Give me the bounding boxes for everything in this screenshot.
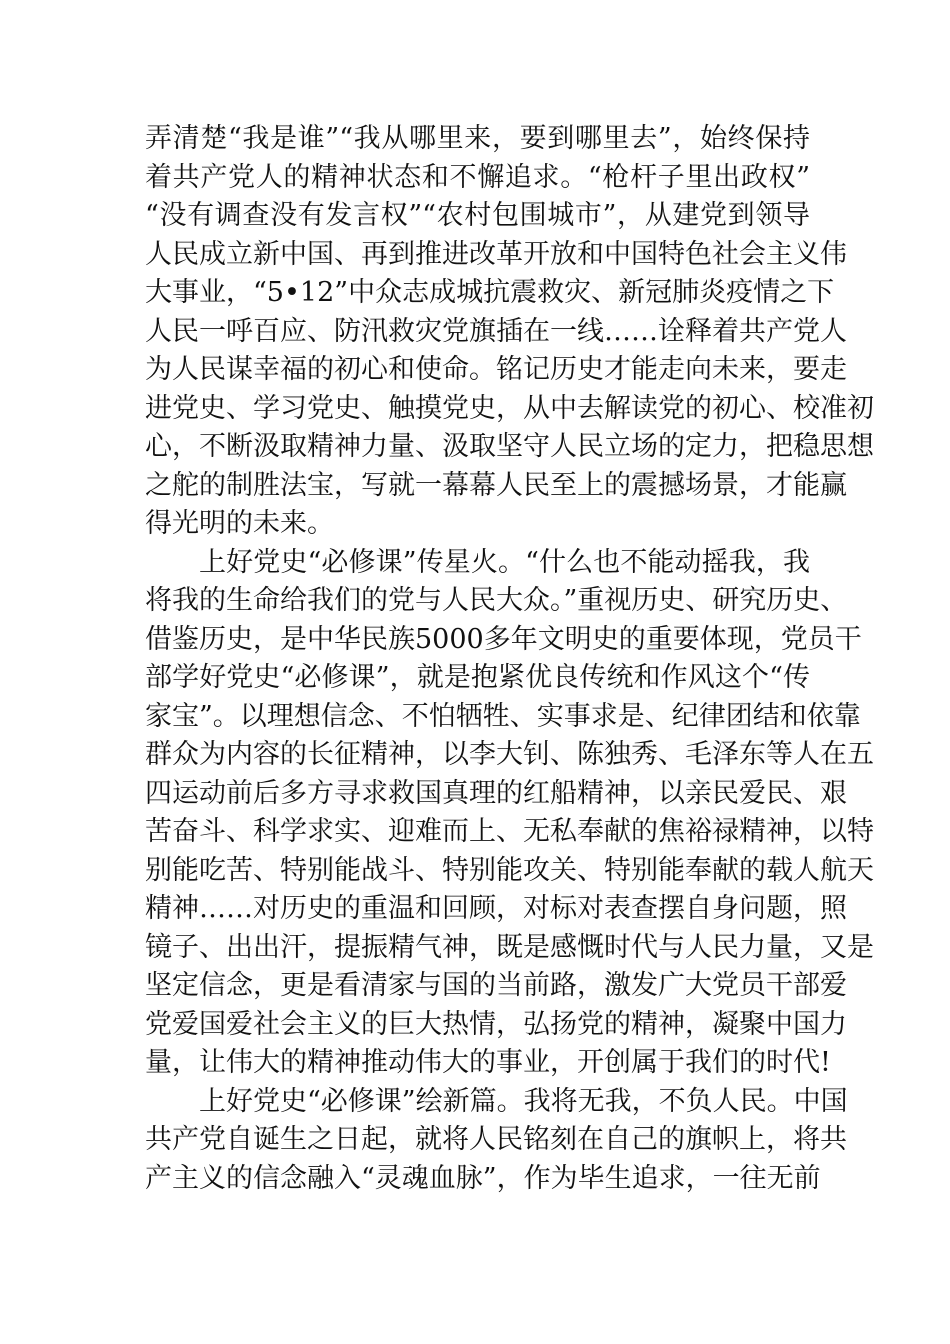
text-line: 心，不断汲取精神力量、汲取坚守人民立场的定力，把稳思想 <box>145 431 874 462</box>
text-line: 进党史、学习党史、触摸党史，从中去解读党的初心、校准初 <box>145 392 874 424</box>
text-line: 部学好党史“必修课”，就是抱紧优良传统和作风这个“传 <box>145 662 810 693</box>
document-body <box>145 120 874 1198</box>
text-line: 家宝”。以理想信念、不怕牺牲、实事求是、纪律团结和依靠 <box>145 700 861 732</box>
text-line: 为人民谋幸福的初心和使命。铭记历史才能走向未来，要走 <box>145 354 847 385</box>
text-line: “没有调查没有发言权”“农村包围城市”，从建党到领导 <box>145 200 810 231</box>
paragraph <box>145 120 874 544</box>
text-line: 四运动前后多方寻求救国真理的红船精神，以亲民爱民、艰 <box>145 777 847 809</box>
text-line: 量，让伟大的精神推动伟大的事业，开创属于我们的时代! <box>145 1047 831 1078</box>
text-line: 群众为内容的长征精神，以李大钊、陈独秀、毛泽东等人在五 <box>145 739 874 770</box>
text-line: 弄清楚“我是谁”“我从哪里来，要到哪里去”，始终保持 <box>145 123 810 154</box>
text-line: 大事业，“5•12”中众志成城抗震救灾、新冠肺炎疫情之下 <box>145 277 835 308</box>
text-line: 将我的生命给我们的党与人民大众。”重视历史、研究历史、 <box>145 585 848 616</box>
text-line: 人民一呼百应、防汛救灾党旗插在一线……诠释着共产党人 <box>145 315 847 347</box>
text-line: 镜子、出出汗，提振精气神，既是感慨时代与人民力量，又是 <box>145 931 874 963</box>
text-line: 之舵的制胜法宝，写就一幕幕人民至上的震撼场景，才能赢 <box>145 469 847 501</box>
text-line: 共产党自诞生之日起，就将人民铭刻在自己的旗帜上，将共 <box>145 1124 847 1155</box>
text-line: 坚定信念，更是看清家与国的当前路，激发广大党员干部爱 <box>145 970 847 1001</box>
text-line: 得光明的未来。 <box>145 508 334 539</box>
text-line: 人民成立新中国、再到推进改革开放和中国特色社会主义伟 <box>145 238 847 270</box>
text-line: 上好党史“必修课”绘新篇。我将无我，不负人民。中国 <box>199 1085 848 1117</box>
text-line: 借鉴历史，是中华民族5000多年文明史的重要体现，党员干 <box>145 623 862 655</box>
text-line: 苦奋斗、科学求实、迎难而上、无私奉献的焦裕禄精神，以特 <box>145 816 874 847</box>
paragraph <box>145 1083 848 1199</box>
text-line: 上好党史“必修课”传星火。“什么也不能动摇我，我 <box>199 546 810 578</box>
text-line: 精神……对历史的重温和回顾，对标对表查摆自身问题，照 <box>145 893 847 924</box>
paragraph <box>145 544 874 1083</box>
text-line: 党爱国爱社会主义的巨大热情，弘扬党的精神，凝聚中国力 <box>145 1008 847 1040</box>
text-line: 别能吃苦、特别能战斗、特别能攻关、特别能奉献的载人航天 <box>145 854 874 886</box>
text-line: 产主义的信念融入“灵魂血脉”，作为毕生追求，一往无前 <box>145 1162 821 1194</box>
text-line: 着共产党人的精神状态和不懈追求。“枪杆子里出政权” <box>145 161 810 193</box>
